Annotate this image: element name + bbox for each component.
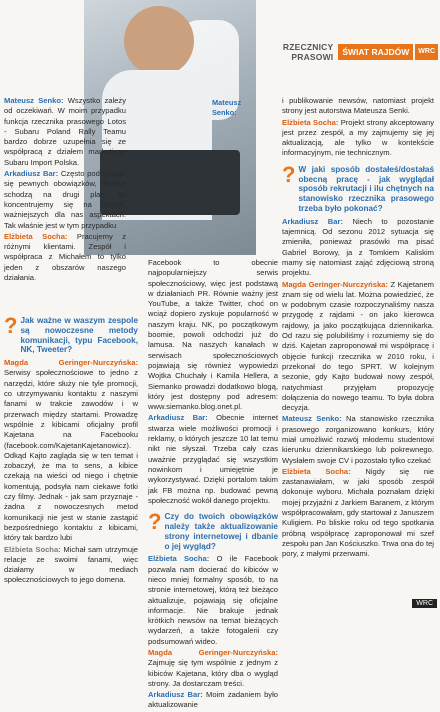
paragraph xyxy=(148,554,278,647)
question-mark-icon: ? xyxy=(148,509,162,535)
paragraph xyxy=(4,96,126,168)
speaker-name: Arkadiusz Bar: xyxy=(148,413,208,423)
question-heading xyxy=(282,161,434,214)
question-heading xyxy=(148,509,278,551)
paragraph-text: Serwisy społecznościowe to jedno z narzędzi, które służy nie tyle promocji, co utrzymywaniu kontaktu z naszymi fanami w trakcie zawodów i w przerwach między startami. Prowadzę wspólnie z kibicami oficjalny profil Kajetana na Facebooku (facebook.com/KajetanKajetanowicz). Odkąd Kajto zagląda się w ten temat i zobaczył, że ma to sens, a kibice czekają na wieści od niego i chętnie komentują, podsyła nam ciekawe fotki czy filmy. Jednak - jak sam przyznaje - żadna z nowoczesnych metod komunikacji nie jest w stanie zastąpić bezpośredniego kontaktu z kibicami, który tak bardzo lubi xyxy=(4,368,138,543)
paragraph xyxy=(282,414,434,465)
paragraph-text: Michał sam utrzymuje relacje ze swoimi fanami, więc działamy w mediach społecznościowych to jego domena. xyxy=(4,544,138,585)
speaker-name: Mateusz Senko: xyxy=(4,96,64,105)
photo-shape xyxy=(124,6,194,76)
speaker-name: Elżbieta Socha: xyxy=(148,554,210,564)
paragraph xyxy=(282,217,434,279)
column-1-lower xyxy=(4,310,138,587)
column-2-intro xyxy=(212,98,262,118)
page-number: WRC xyxy=(412,599,437,608)
question-heading xyxy=(4,313,138,355)
paragraph-text: Zajmuję się tym wspólnie z jednym z kibiców Kajetana, który dba o wygląd strony. Ja dostarczam treści. xyxy=(148,658,278,688)
question-mark-icon: ? xyxy=(282,161,296,187)
paragraph-text: Pracujemy z różnymi klientami. Zespół i współpraca z Michałem to tylko jeden z obszarów naszego działania. xyxy=(4,231,126,283)
paragraph-text: O ile Facebook pozwala nam docierać do kibiców w nieco mniej formalny sposób, to na stronie internetowej, którą też bieżąco aktualizuje, pojawiają się oficjalne informacje. Nie brakuje jednak krótkich newsów na temat bieżących wydarzeń, a także fotogalerii czy podsumowań wideo. xyxy=(148,554,278,646)
question-text: Jak ważne w waszym zespole są nowoczesne metody komunikacji, typu Facebook, NK, Tweeter? xyxy=(20,316,138,355)
speaker-name: Elżbieta Socha: xyxy=(4,544,61,554)
paragraph xyxy=(148,690,278,711)
paragraph xyxy=(148,258,278,412)
section-header xyxy=(262,44,438,60)
column-3 xyxy=(282,96,434,561)
speaker-name: Elżbieta Socha: xyxy=(4,231,68,241)
paragraph-text: i publikowanie newsów, natomiast projekt strony jest autorstwa Mateusza Senki. xyxy=(282,96,434,116)
paragraph xyxy=(282,118,434,159)
speaker-name: Magda Geringer-Nurczyńska: xyxy=(4,358,138,368)
speaker-name: Magda Geringer-Nurczyńska: xyxy=(282,279,388,289)
column-2 xyxy=(148,258,278,712)
speaker-name: Mateusz Senko: xyxy=(212,98,242,118)
section-title: ŚWIAT RAJDÓW xyxy=(338,44,413,60)
speaker-name: Magda Geringer-Nurczyńska: xyxy=(148,647,278,657)
paragraph-text: Często podejmując się pewnych obowiązków, finanse schodzą na drugi plan, bo koncentrujemy się na innych, ważniejszych dla nas aspektach. Tak właśnie jest w tym przypadku xyxy=(4,169,126,230)
speaker-name: Elżbieta Socha: xyxy=(282,466,351,476)
wrc-logo: WRC xyxy=(415,44,438,60)
paragraph xyxy=(282,467,434,560)
speaker-name: Mateusz Senko: xyxy=(282,414,342,424)
paragraph-text: Facebook to obecnie najpopularniejszy serwis społecznościowy, więc jest podstawą w działaniach PR. Równie ważny jest YouTube, a także Twitter, choć on wciąż dopiero zyskuje popularność w naszym kraju. NK, po początkowym boomie, powoli odchodzi już do lamusa. Na naszych kanałach w serwisach społecznościowych pojawiają się również wypowiedzi Wojtka Chuchały i Kamila Hellera, a Siemanko prowadzi dodatkowo blogą, który jest dostępny pod adresem: www.siemanko.blog.onet.pl. xyxy=(148,258,278,412)
column-1 xyxy=(4,96,126,284)
paragraph-text: Wszystko zależy od oczekiwań. W moim przypadku funkcja rzecznika prasowego Lotos - Subaru Poland Rally Teamu bardzo dobrze uzupełnia się ze współpracą z działem marketingu Subaru Import Polska. xyxy=(4,96,126,167)
paragraph xyxy=(4,545,138,586)
speaker-name: Arkadiusz Bar: xyxy=(282,216,343,226)
paragraph xyxy=(4,232,126,283)
paragraph xyxy=(4,169,126,231)
paragraph-text: Moim zadaniem było aktualizowanie xyxy=(148,690,278,710)
question-mark-icon: ? xyxy=(4,313,18,338)
paragraph-text: Nigdy się nie zastanawiałam, w jaki sposób zespół dokonuje wyboru. Michała poznałam dzięki mojej przyjaźni z Jarkiem Baranem, z którym współpracowałam, gdy startował z Januszem Kuligiem. Po bliskie roku od tego spotkania próbną współpracę zaproponował mi szef zespołu pan Jan Kościuszko. Trwa ona do tej pory, z małymi przerwami. xyxy=(282,466,434,559)
paragraph-text: Niech to pozostanie tajemnicą. Od sezonu 2012 sytuacja się zmieniła, ponieważ prasówki ma pisać Gabriel Borowy, ja z Tomkiem Kaliskim mamy się natomiast zająć zdjęciową stroną projektu. xyxy=(282,216,434,278)
paragraph xyxy=(148,413,278,506)
paragraph-text: Z Kajetanem znam się od wielu lat. Można powiedzieć, że w podobnym czasie rozpoczynaliśmy nasza przygodę z rajdami - on jako kierowca rajdowy, ja jako początkująca dziennikarka. Od razu się polubiliśmy i rozumiemy się do dziś. Kajetan zaproponował mi współpracę i objęcie funkcji rzecznika w 2010 roku, i przekonał do tego SPRT. W kolejnym sezonie, gdy Kajto budował nowy zespół, natychmiast przyjęłam propozycję dołączenia do nowego teamu. To była dobra decyzja. xyxy=(282,279,434,413)
section-label: RZECZNICY PRASOWI xyxy=(282,42,334,62)
paragraph xyxy=(148,648,278,689)
question-text: W jaki sposób dostałeś/dostałaś obecną pracę - jak wyglądał sposób rekrutacji i ilu chętnych na stanowisko rzecznika prasowego trzeba było pokonać? xyxy=(298,164,434,213)
paragraph-text: Projekt strony akceptowany jest przez zespół, a my zajmujemy się jej aktualizacją, ale tylko w kontekście informacyjnym, nie technicznym. xyxy=(282,117,435,158)
paragraph-text: Na stanowisko rzecznika prasowego zorganizowano konkurs, który miał umożliwić rozwój młodemu studentowi kierunku dziennikarskiego lub pokrewnego. Wysłałem swoje CV i pozostało tylko czekać xyxy=(282,414,434,465)
paragraph xyxy=(4,358,138,543)
paragraph xyxy=(282,280,434,414)
question-text: Czy do twoich obowiązków należy także aktualizowanie strony internetowej i dbanie o jej wygląd? xyxy=(164,512,278,551)
paragraph xyxy=(282,96,434,117)
speaker-name: Arkadiusz Bar: xyxy=(148,690,203,700)
paragraph-text: Obecnie internet stwarza wiele możliwości promocji i reklamy, o których jeszcze 10 lat temu nikt nie słyszał. Trzeba cały czas uważnie przyglądać się wszystkim nowinkom i umiejętnie je wykorzystywać. Dzięki portalom takim jak FB można np. budować pewną społeczność wokół danego projektu. xyxy=(148,413,278,505)
speaker-name: Elżbieta Socha: xyxy=(282,117,339,127)
speaker-name: Arkadiusz Bar: xyxy=(4,169,59,179)
